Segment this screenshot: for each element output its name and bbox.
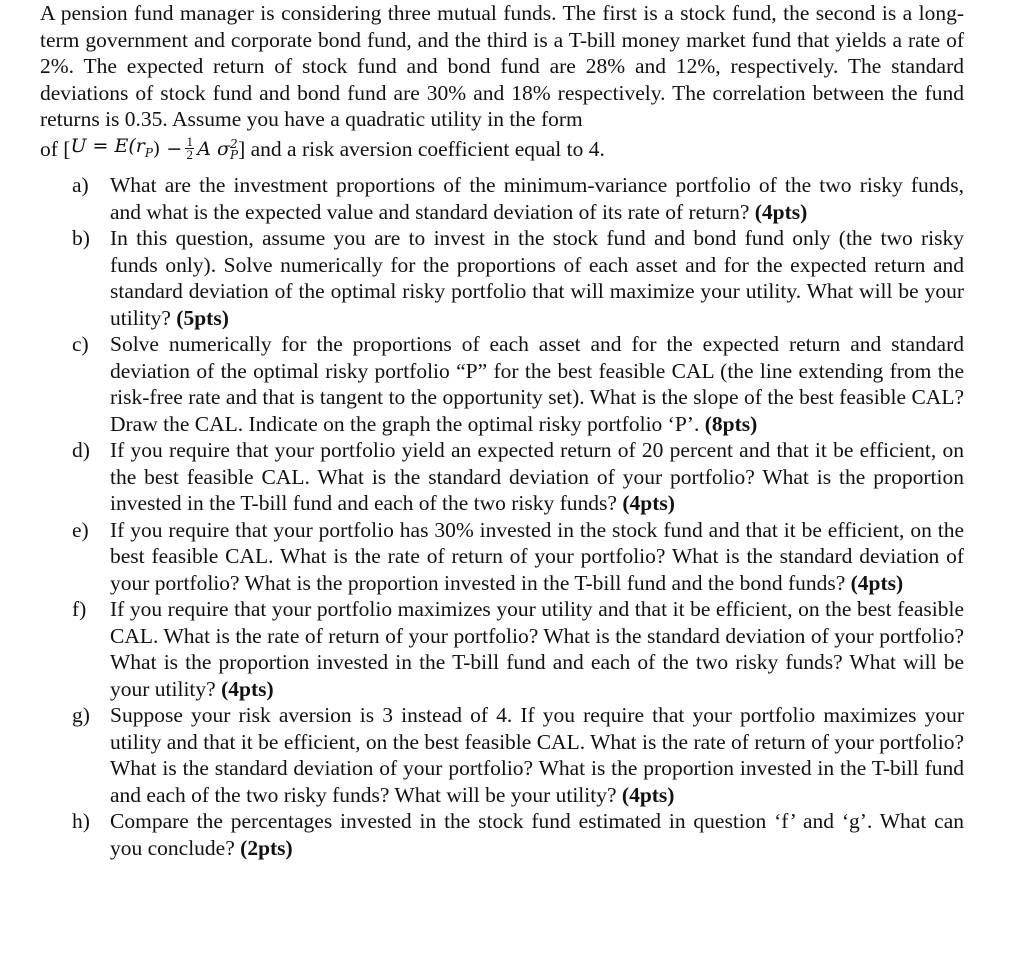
question-points: (4pts)	[754, 199, 808, 224]
question-letter: g)	[72, 703, 90, 728]
question-points: (4pts)	[621, 782, 675, 807]
question-letter: d)	[72, 438, 90, 463]
question-text: If you require that your portfolio yield an expected return of 20 percent and that it be efficient, on the best feasible CAL. What is the standard deviation of your portfolio? What is the proportion invested in the T-bill fund and each of the two risky funds?	[110, 438, 964, 516]
question-text: Compare the percentages invested in the stock fund estimated in question ‘f’ and ‘g’. What can you conclude?	[110, 809, 964, 860]
question-text: If you require that your portfolio has 30% invested in the stock fund and that it be efficient, on the best feasible CAL. What is the rate of return of your portfolio? What is the standard deviation of your portfolio? What is the proportion invested in the T-bill fund and the bond funds?	[110, 517, 964, 595]
question-points: (4pts)	[622, 491, 675, 516]
question-letter: e)	[72, 517, 89, 542]
question-points: (4pts)	[221, 676, 274, 701]
question-letter: f)	[72, 597, 87, 622]
question-text: Suppose your risk aversion is 3 instead of 4. If you require that your portfolio maximizes your utility and that it be efficient, on the best feasible CAL. What is the rate of return of your portfolio? What is the standard deviation of your portfolio? What is the proportion invested in the T-bill fund and each of the two risky funds? What will be your utility?	[110, 703, 964, 807]
formula-minus: ) −	[152, 137, 183, 160]
question-item	[72, 596, 964, 702]
question-letter: h)	[72, 809, 90, 834]
question-text: If you require that your portfolio maximizes your utility and that it be efficient, on the best feasible CAL. What is the rate of return of your portfolio? What is the standard deviation of your portfolio? What is the proportion invested in the T-bill fund and each of the two risky funds? What will be your utility?	[110, 597, 964, 701]
utility-formula-line	[40, 133, 964, 166]
question-points: (2pts)	[240, 835, 293, 860]
question-points: (5pts)	[176, 305, 229, 330]
formula-rhs: A σ 2 P	[197, 136, 239, 162]
question-text: In this question, assume you are to invest in the stock fund and bond fund only (the two risky funds only). Solve numerically for the proportions of each asset and for the expected return and standard deviation of the optimal risky portfolio that will maximize your utility. What will be your utility?	[110, 226, 964, 330]
formula-suffix: ] and a risk aversion coefficient equal to 4.	[238, 136, 605, 161]
question-letter: c)	[72, 332, 89, 357]
question-item	[72, 517, 964, 597]
question-text: Solve numerically for the proportions of each asset and for the expected return and standard deviation of the optimal risky portfolio “P” for the best feasible CAL (the line extending from the risk-free rate and that is tangent to the opportunity set). What is the slope of the best feasible CAL? Draw the CAL. Indicate on the graph the optimal risky portfolio ‘P’.	[110, 332, 964, 436]
question-points: (4pts)	[850, 570, 904, 595]
intro-paragraph	[40, 0, 964, 133]
question-letter: b)	[72, 226, 90, 251]
formula-lhs: $U = E(r_P$	[70, 134, 153, 160]
question-item	[72, 225, 964, 331]
question-item	[72, 702, 964, 808]
question-item	[72, 808, 964, 861]
question-item	[72, 437, 964, 517]
question-points: (8pts)	[704, 411, 758, 436]
formula-fraction: $\frac{1}{2}$	[186, 134, 194, 163]
formula-prefix: of [	[40, 136, 71, 161]
question-text: What are the investment proportions of the minimum-variance portfolio of the two risky funds, and what is the expected value and standard deviation of its rate of return?	[110, 173, 964, 224]
question-list	[40, 172, 964, 861]
question-letter: a)	[72, 173, 89, 198]
question-item	[72, 331, 964, 437]
question-item	[72, 172, 964, 225]
intro-text: A pension fund manager is considering three mutual funds. The first is a stock fund, the second is a long-term government and corporate bond fund, and the third is a T-bill money market fund that yields a rate of 2%. The expected return of stock fund and bond fund are 28% and 12%, respectively. The standard deviations of stock fund and bond fund are 30% and 18% respectively. The correlation between the fund returns is 0.35. Assume you have a quadratic utility in the form	[40, 1, 964, 131]
